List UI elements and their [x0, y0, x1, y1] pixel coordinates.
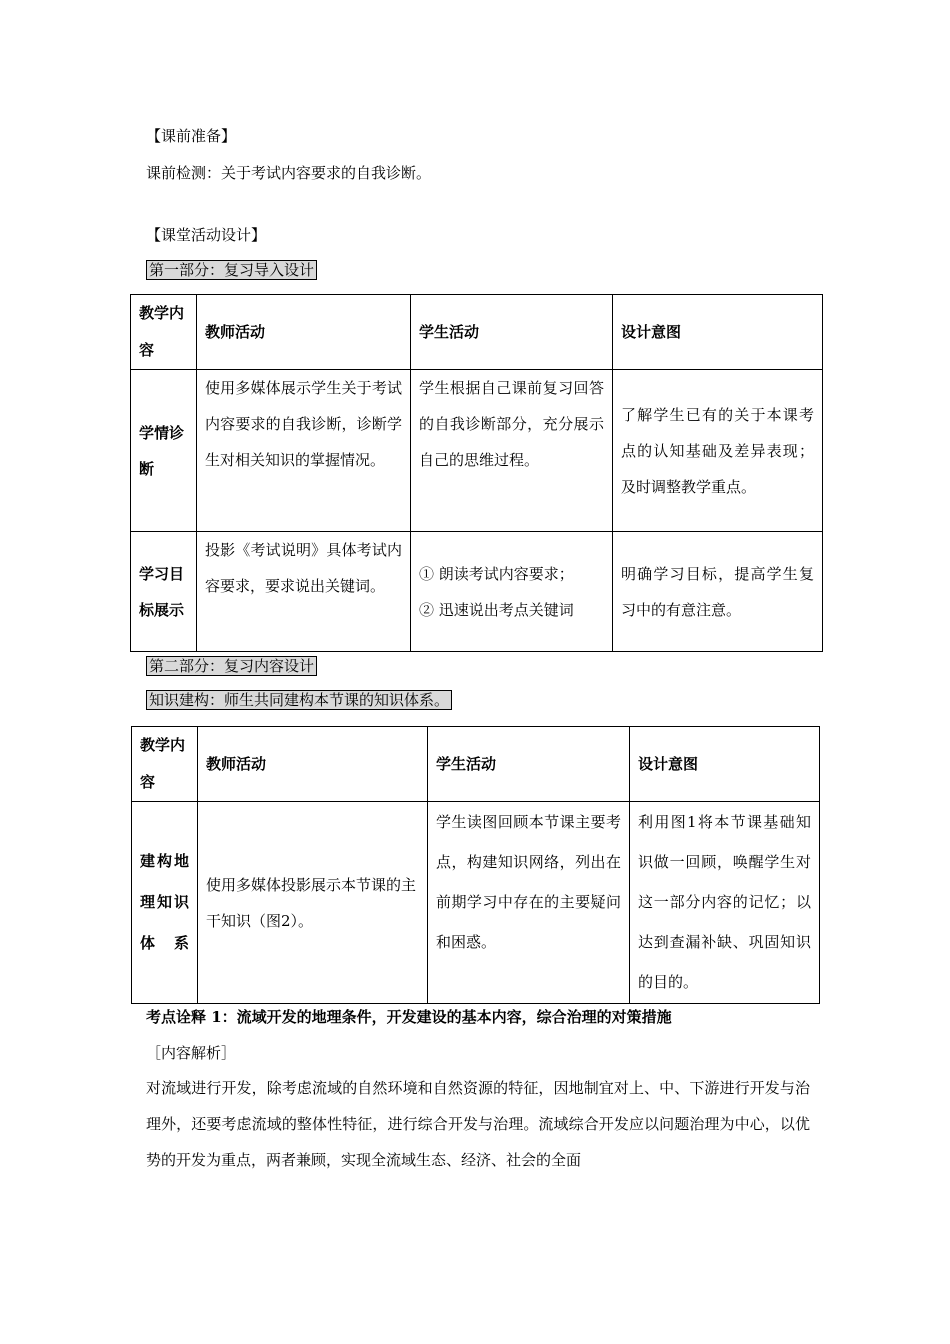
- header-student: 学生活动: [428, 727, 630, 802]
- prep-heading: 【课前准备】: [146, 127, 237, 145]
- part2-label: [146, 657, 317, 675]
- header-teacher: 教师活动: [198, 727, 428, 802]
- student-item-2: ② 迅速说出考点关键词: [419, 600, 574, 619]
- knowledge-label: [146, 691, 452, 709]
- row-student: 学生读图回顾本节课主要考点，构建知识网络，列出在前期学习中存在的主要疑问和困惑。: [428, 802, 630, 1004]
- header-intent: 设计意图: [630, 727, 820, 802]
- part2-label-text: 第二部分：复习内容设计: [146, 656, 317, 676]
- table-row: [131, 532, 823, 652]
- row-intent: 明确学习目标，提高学生复习中的有意注意。: [613, 532, 823, 652]
- part1-label: [146, 261, 317, 279]
- student-item-1: ① 朗读考试内容要求；: [419, 564, 574, 583]
- header-teacher: 教师活动: [197, 295, 411, 370]
- row-content: 学情诊断: [131, 370, 197, 532]
- row-content: 学习目标展示: [131, 532, 197, 652]
- row-teacher: 使用多媒体投影展示本节课的主干知识（图2）。: [198, 802, 428, 1004]
- row-content: 建构地理知识体系: [132, 802, 198, 1004]
- row-teacher: 投影《考试说明》具体考试内容要求，要求说出关键词。: [197, 532, 411, 652]
- header-student: 学生活动: [411, 295, 613, 370]
- header-content: 教学内容: [132, 727, 198, 802]
- knowledge-label-text: 知识建构：师生共同建构本节课的知识体系。: [146, 690, 452, 710]
- topic1-heading: 考点诠释 1：流域开发的地理条件，开发建设的基本内容，综合治理的对策措施: [146, 1008, 672, 1026]
- table-header-row: [131, 295, 823, 370]
- row-student: 学生根据自己课前复习回答的自我诊断部分，充分展示自己的思维过程。: [411, 370, 613, 532]
- table-header-row: [132, 727, 820, 802]
- row-intent: 利用图1将本节课基础知识做一回顾，唤醒学生对这一部分内容的记忆；以达到查漏补缺、巩固知识的目的。: [630, 802, 820, 1004]
- row-teacher: 使用多媒体展示学生关于考试内容要求的自我诊断，诊断学生对相关知识的掌握情况。: [197, 370, 411, 532]
- prep-text: 课前检测：关于考试内容要求的自我诊断。: [146, 164, 432, 182]
- analysis-heading: ［内容解析］: [146, 1044, 237, 1062]
- table-row: [132, 802, 820, 1004]
- part1-label-text: 第一部分：复习导入设计: [146, 260, 317, 280]
- table-knowledge-construction: [131, 726, 820, 1004]
- row-intent: 了解学生已有的关于本课考点的认知基础及差异表现；及时调整教学重点。: [613, 370, 823, 532]
- header-intent: 设计意图: [613, 295, 823, 370]
- table-review-intro: [130, 294, 823, 652]
- header-content: 教学内容: [131, 295, 197, 370]
- table-row: [131, 370, 823, 532]
- analysis-paragraph: 对流域进行开发，除考虑流域的自然环境和自然资源的特征，因地制宜对上、中、下游进行开发与治理外，还要考虑流域的整体性特征，进行综合开发与治理。流域综合开发应以问题治理为中心，以优势的开发为重点，两者兼顾，实现全流域生态、经济、社会的全面: [146, 1079, 810, 1169]
- activity-heading: 【课堂活动设计】: [146, 226, 267, 244]
- row-student: [411, 532, 613, 652]
